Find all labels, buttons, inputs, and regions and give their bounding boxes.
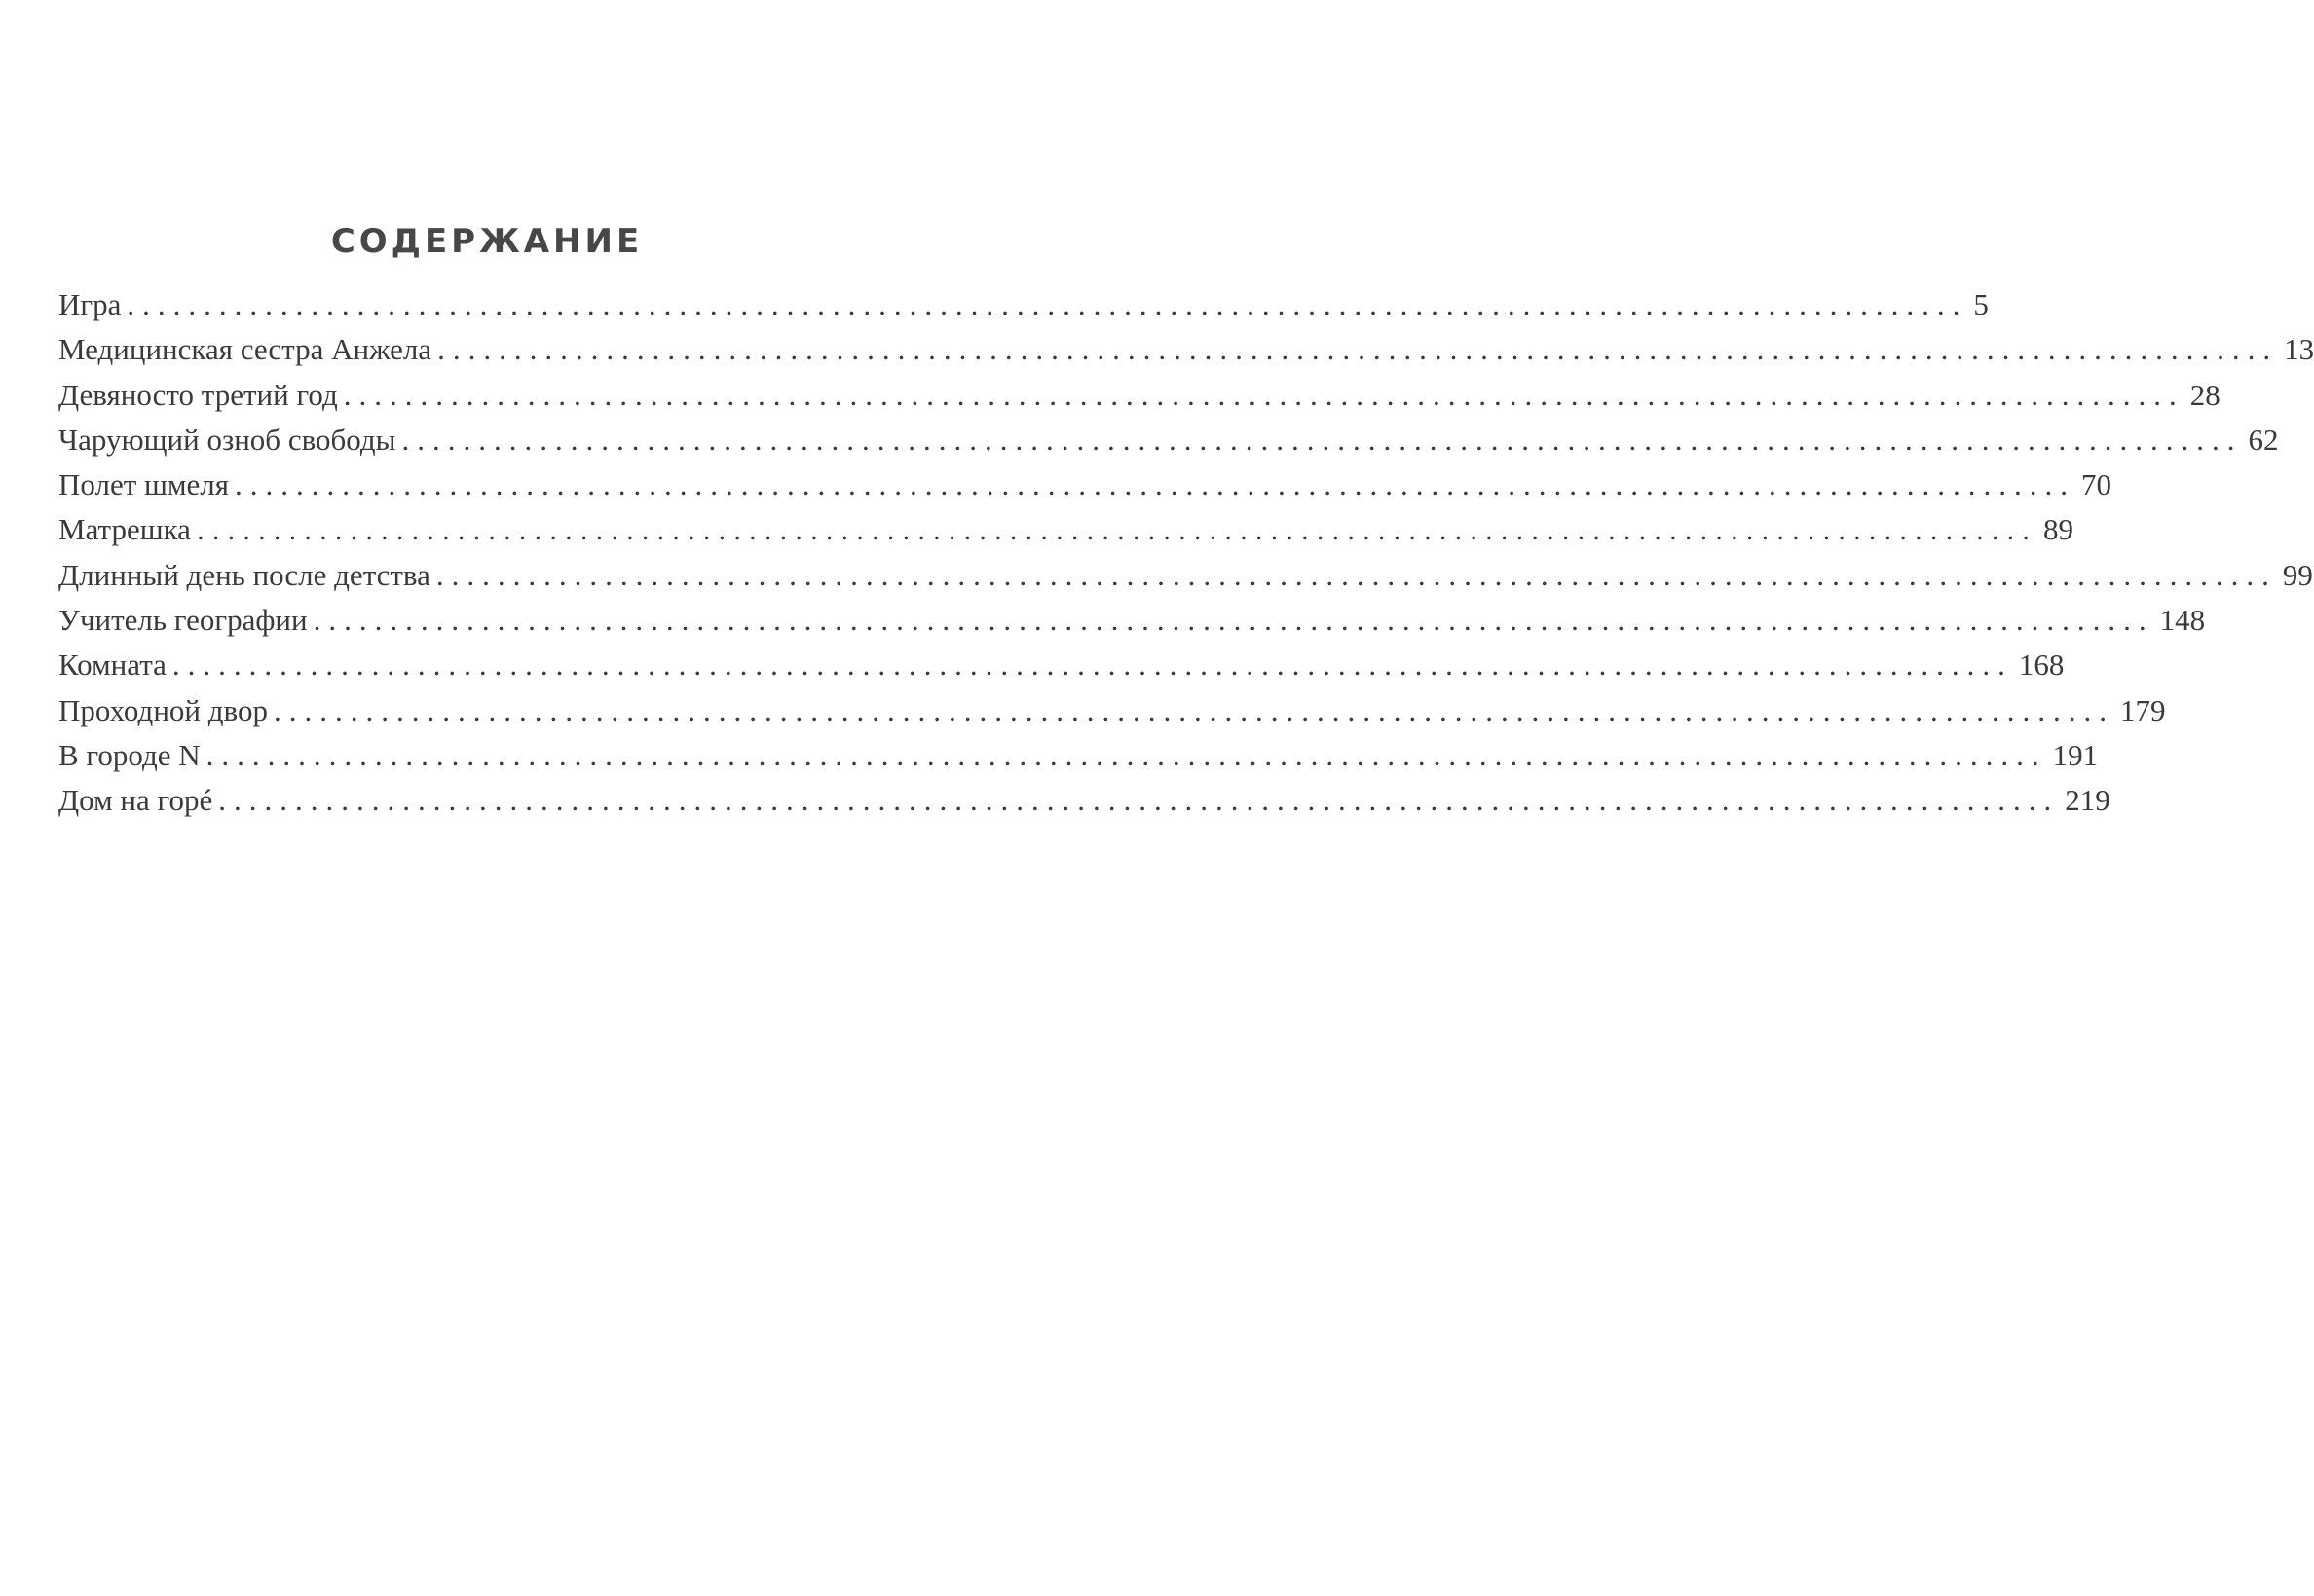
table-of-contents — [58, 287, 2314, 829]
toc-entry-page: 70 — [2080, 467, 2111, 502]
dot-leader: ........................................................................................................................ — [313, 603, 2154, 638]
toc-entry — [58, 377, 2221, 423]
toc-entry-title: Медицинская сестра Анжела — [58, 332, 432, 367]
toc-entry-title: Проходной двор — [58, 692, 268, 727]
contents-heading: СОДЕРЖАНИЕ — [330, 222, 644, 261]
toc-entry-title: Дом на горé — [58, 783, 213, 818]
toc-entry-page: 5 — [1973, 287, 1989, 321]
dot-leader: ........................................................................................................................ — [435, 557, 2277, 592]
toc-entry — [58, 692, 2166, 738]
toc-entry — [58, 783, 2110, 828]
dot-leader: ........................................................................................................................ — [171, 648, 2013, 683]
toc-entry-page: 28 — [2189, 377, 2221, 412]
dot-leader: ........................................................................................................................ — [437, 332, 2279, 367]
toc-entry-title: Комната — [58, 648, 167, 683]
toc-entry-title: Учитель географии — [58, 603, 308, 638]
dot-leader: ........................................................................................................................ — [343, 377, 2184, 412]
toc-entry-page: 89 — [2042, 512, 2073, 547]
dot-leader: ........................................................................................................................ — [234, 467, 2075, 502]
toc-entry-page: 148 — [2159, 603, 2206, 638]
toc-entry — [58, 287, 1989, 332]
toc-entry — [58, 557, 2313, 603]
toc-entry-page: 13 — [2284, 332, 2314, 367]
toc-entry — [58, 737, 2099, 783]
toc-entry — [58, 467, 2111, 512]
toc-entry-title: В городе N — [58, 737, 201, 772]
toc-entry — [58, 648, 2065, 692]
toc-entry — [58, 603, 2206, 648]
toc-entry — [58, 422, 2279, 467]
dot-leader: ........................................................................................................................ — [218, 783, 2060, 818]
dot-leader: ........................................................................................................................ — [273, 692, 2114, 727]
toc-entry-page: 168 — [2018, 648, 2065, 683]
toc-entry-page: 179 — [2119, 692, 2166, 727]
dot-leader: ........................................................................................................................ — [127, 287, 1968, 321]
dot-leader: ........................................................................................................................ — [205, 737, 2047, 772]
toc-entry-page: 99 — [2282, 557, 2313, 592]
dot-leader: ........................................................................................................................ — [401, 422, 2243, 457]
toc-entry-page: 62 — [2248, 422, 2279, 457]
toc-entry-title: Чарующий озноб свободы — [58, 422, 396, 457]
toc-entry-page: 191 — [2052, 737, 2099, 772]
toc-entry-title: Полет шмеля — [58, 467, 229, 502]
toc-entry-page: 219 — [2065, 783, 2110, 818]
toc-entry-title: Девяносто третий год — [58, 377, 338, 412]
toc-entry — [58, 332, 2314, 377]
toc-entry — [58, 512, 2073, 557]
dot-leader: ........................................................................................................................ — [196, 512, 2037, 547]
toc-entry-title: Матрешка — [58, 512, 191, 547]
toc-entry-title: Длинный день после детства — [58, 557, 430, 592]
toc-entry-title: Игра — [58, 287, 122, 321]
